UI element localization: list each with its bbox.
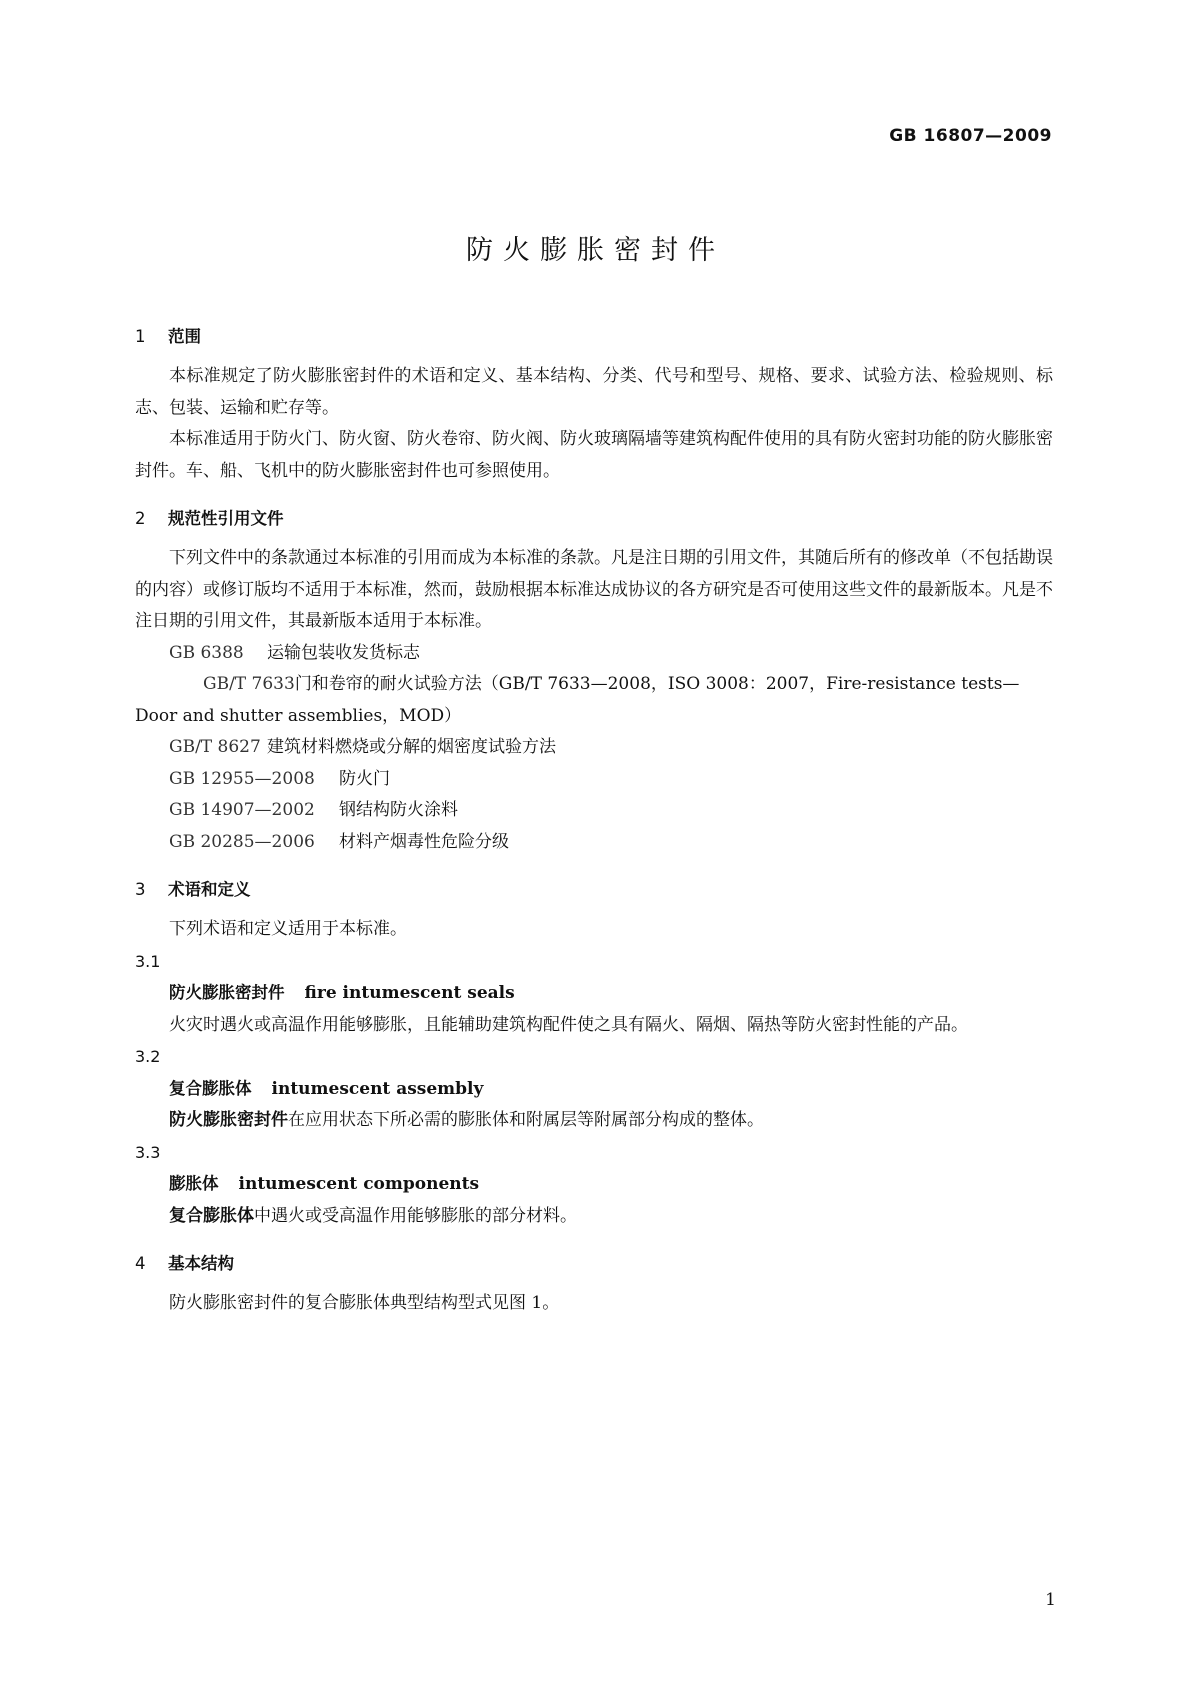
section-heading-basic-structure (135, 1252, 1053, 1276)
paragraph: 防火膨胀密封件的复合膨胀体典型结构型式见图 1。 (169, 1293, 560, 1313)
section-number: 1 (135, 327, 146, 346)
document-body (135, 325, 1053, 1320)
term-en: fire intumescent seals (304, 983, 515, 1003)
reference-title: 运输包装收发货标志 (267, 642, 420, 663)
reference-title: 建筑材料燃烧或分解的烟密度试验方法 (267, 737, 556, 757)
reference-item (135, 795, 1053, 827)
section-heading-scope (135, 325, 1053, 349)
term-reference: 复合膨胀体 (169, 1205, 254, 1226)
paragraph: 下列文件中的条款通过本标准的引用而成为本标准的条款。凡是注日期的引用文件，其随后所有的修改单（不包括勘误的内容）或修订版均不适用于本标准，然而，鼓励根据本标准达成协议的各方研究是否可使用这些文件的最新版本。凡是不注日期的引用文件，其最新版本适用于本标准。 (135, 548, 1053, 631)
term-en: intumescent components (238, 1174, 480, 1194)
paragraph: 本标准适用于防火门、防火窗、防火卷帘、防火阀、防火玻璃隔墙等建筑构配件使用的具有防火密封功能的防火膨胀密封件。车、船、飞机中的防火膨胀密封件也可参照使用。 (135, 429, 1053, 481)
reference-title: 材料产烟毒性危险分级 (339, 831, 509, 852)
reference-item (135, 638, 1053, 670)
term-zh: 复合膨胀体 (169, 1078, 252, 1098)
section-title: 基本结构 (168, 1254, 234, 1273)
reference-title: 防火门 (339, 768, 390, 789)
section-heading-normative-references (135, 507, 1053, 531)
definition-text: 在应用状态下所必需的膨胀体和附属层等附属部分构成的整体。 (288, 1110, 764, 1130)
term-zh: 膨胀体 (169, 1174, 219, 1193)
paragraph: 下列术语和定义适用于本标准。 (169, 919, 407, 939)
section-heading-terms (135, 878, 1053, 902)
reference-code: GB 12955—2008 (169, 768, 315, 789)
page-number: 1 (1045, 1590, 1056, 1610)
reference-title: 门和卷帘的耐火试验方法（GB/T 7633—2008，ISO 3008：2007，Fire-resistance tests—Door and shutter assemblies，MOD） (135, 674, 1020, 726)
section-title: 规范性引用文件 (168, 509, 284, 528)
clause-number: 3.2 (135, 1047, 161, 1066)
term-definition (135, 1105, 1053, 1137)
section-number: 2 (135, 509, 146, 528)
reference-code: GB 14907—2002 (169, 800, 315, 820)
reference-code: GB 20285—2006 (169, 831, 315, 852)
standard-number: GB 16807—2009 (889, 126, 1052, 146)
reference-item (135, 669, 1053, 732)
reference-item (135, 827, 1053, 859)
reference-code: GB/T 8627 (169, 737, 261, 757)
reference-title: 钢结构防火涂料 (339, 800, 458, 820)
term-zh: 防火膨胀密封件 (169, 983, 285, 1002)
term-definition: 火灾时遇火或高温作用能够膨胀，且能辅助建筑构配件使之具有隔火、隔烟、隔热等防火密封性能的产品。 (169, 1014, 968, 1035)
paragraph: 本标准规定了防火膨胀密封件的术语和定义、基本结构、分类、代号和型号、规格、要求、试验方法、检验规则、标志、包装、运输和贮存等。 (135, 366, 1053, 418)
term-entry (135, 977, 1053, 1010)
reference-code: GB/T 7633 (203, 674, 295, 694)
term-entry (135, 1073, 1053, 1106)
section-title: 术语和定义 (168, 880, 251, 899)
clause-number: 3.1 (135, 951, 161, 971)
document-title: 防火膨胀密封件 (466, 235, 725, 266)
definition-text: 中遇火或受高温作用能够膨胀的部分材料。 (254, 1205, 577, 1226)
section-number: 3 (135, 880, 146, 899)
term-definition (135, 1201, 1053, 1233)
section-title: 范围 (168, 327, 201, 346)
term-reference: 防火膨胀密封件 (169, 1110, 288, 1130)
term-en: intumescent assembly (271, 1078, 484, 1099)
reference-item (135, 764, 1053, 796)
reference-item (135, 732, 1053, 764)
term-entry (135, 1168, 1053, 1201)
section-number: 4 (135, 1254, 146, 1273)
clause-number: 3.3 (135, 1142, 161, 1162)
reference-code: GB 6388 (169, 642, 244, 663)
